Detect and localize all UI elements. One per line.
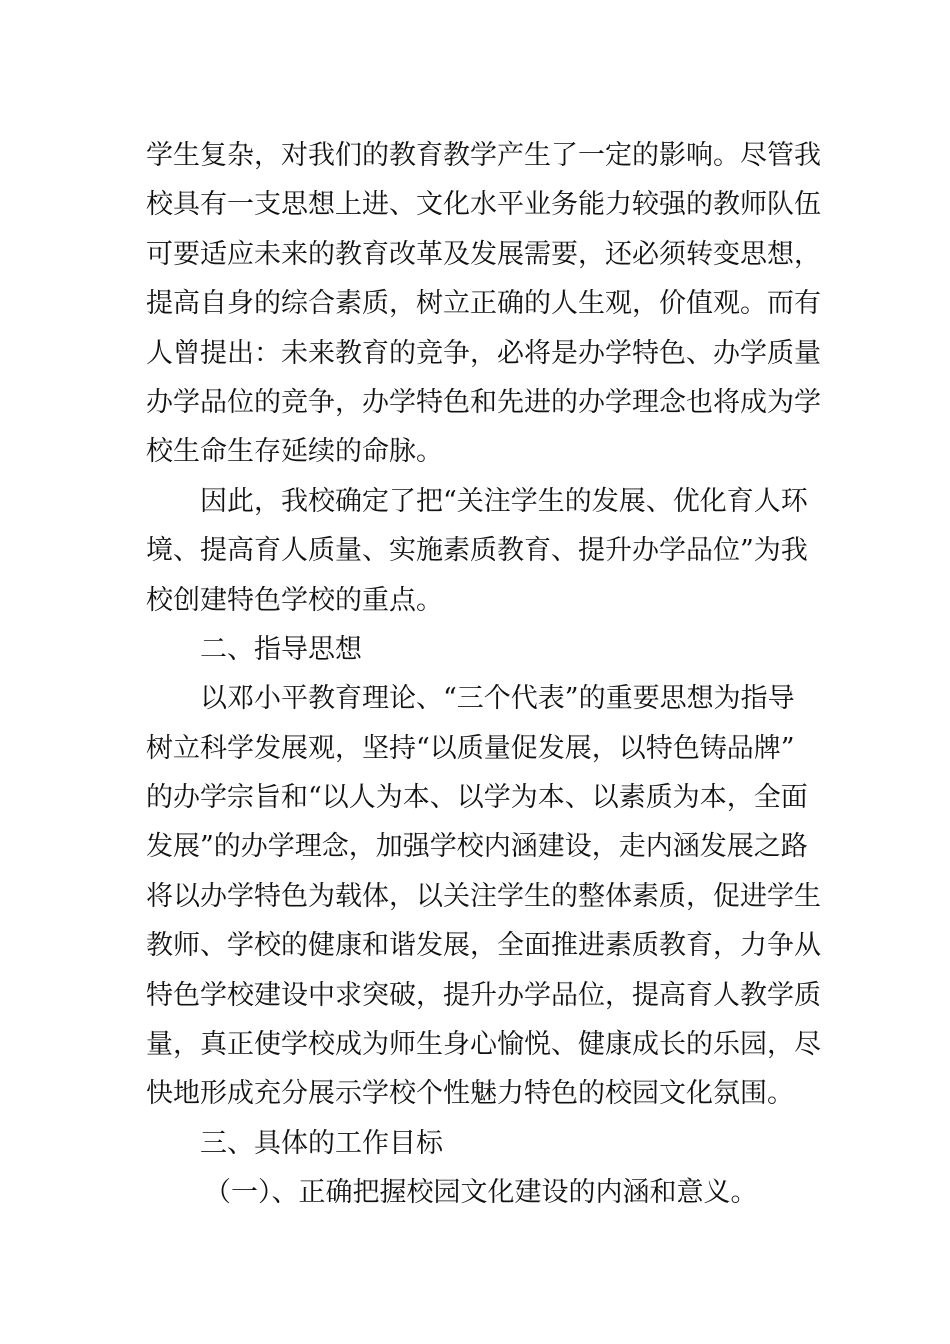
- section-heading-work-goals: 三、具体的工作目标: [200, 1127, 443, 1159]
- text-line: 特色学校建设中求突破，提升办学品位，提高育人教学质: [146, 979, 821, 1011]
- text-line: 将以办学特色为载体，以关注学生的整体素质，促进学生: [146, 880, 821, 912]
- text-line: 量，真正使学校成为师生身心愉悦、健康成长的乐园，尽: [146, 1029, 821, 1061]
- text-line: 树立科学发展观，坚持“以质量促发展，以特色铸品牌”: [146, 732, 795, 764]
- text-line: 可要适应未来的教育改革及发展需要，还必须转变思想，: [146, 238, 821, 270]
- text-line: 的办学宗旨和“以人为本、以学为本、以素质为本，全面: [146, 782, 808, 814]
- text-line: 发展”的办学理念，加强学校内涵建设，走内涵发展之路: [146, 831, 808, 863]
- text-line: 提高自身的综合素质，树立正确的人生观，价值观。而有: [146, 288, 821, 320]
- text-line: 境、提高育人质量、实施素质教育、提升办学品位”为我: [146, 535, 808, 567]
- text-line: 教师、学校的健康和谐发展，全面推进素质教育，力争从: [146, 930, 821, 962]
- text-line: 学生复杂，对我们的教育教学产生了一定的影响。尽管我: [146, 140, 821, 171]
- paragraph-key-focus: [146, 477, 818, 625]
- section-heading-guiding-ideology: 二、指导思想: [200, 633, 362, 665]
- subsection-heading-culture-meaning: （一）、正确把握校园文化建设的内涵和意义。: [204, 1177, 758, 1209]
- text-line: 校创建特色学校的重点。: [146, 584, 443, 616]
- text-line: 办学品位的竞争，办学特色和先进的办学理念也将成为学: [146, 386, 821, 418]
- text-line: 以邓小平教育理论、“三个代表”的重要思想为指导: [200, 683, 795, 715]
- paragraph-guiding-ideology: [146, 674, 821, 1119]
- paragraph-context: [146, 131, 821, 477]
- text-line: 校生命生存延续的命脉。: [146, 436, 443, 468]
- text-line: 人曾提出：未来教育的竞争，必将是办学特色、办学质量: [146, 337, 821, 369]
- text-line: 因此，我校确定了把“关注学生的发展、优化育人环: [200, 485, 808, 517]
- text-line: 快地形成充分展示学校个性魅力特色的校园文化氛围。: [146, 1078, 794, 1110]
- document-body: [146, 131, 821, 1218]
- text-line: 校具有一支思想上进、文化水平业务能力较强的教师队伍: [146, 189, 821, 221]
